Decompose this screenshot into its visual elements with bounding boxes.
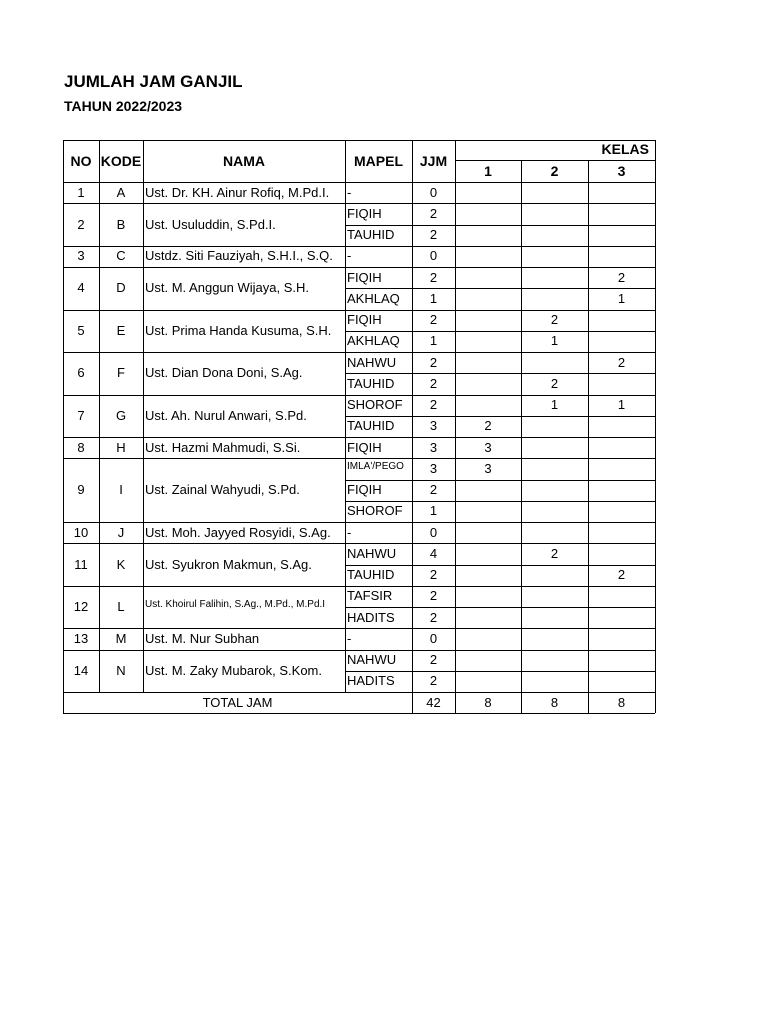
teacher-no: 5 <box>77 322 85 338</box>
col-line <box>521 586 522 629</box>
mapel-cell: TAUHID <box>347 375 395 391</box>
col-line <box>412 586 413 629</box>
subrow-line <box>345 671 655 672</box>
header-no: NO <box>70 153 92 169</box>
mapel-cell: FIQIH <box>347 482 382 498</box>
col-line <box>588 203 589 246</box>
teacher-kode: H <box>116 439 126 455</box>
jjm-cell: 0 <box>429 524 438 540</box>
header-mapel: MAPEL <box>354 153 403 169</box>
mapel-cell: TAUHID <box>347 418 395 434</box>
col-line <box>455 203 456 246</box>
col-line <box>412 395 413 438</box>
teacher-kode: I <box>119 482 123 498</box>
col-line <box>345 310 346 353</box>
teacher-kode: F <box>117 365 125 381</box>
col-line <box>521 203 522 246</box>
col-line <box>345 182 346 203</box>
col-line <box>63 458 64 522</box>
row-line <box>63 628 655 629</box>
row-line <box>63 458 655 459</box>
row-line <box>63 246 655 247</box>
col-line <box>521 522 522 543</box>
col-line <box>455 352 456 395</box>
col-line <box>521 650 522 693</box>
subrow-line <box>345 373 655 374</box>
col-line <box>588 650 589 693</box>
col-line <box>412 246 413 267</box>
col-line <box>455 246 456 267</box>
total-col-line <box>655 692 656 713</box>
col-line <box>521 437 522 458</box>
jjm-cell: 1 <box>429 503 438 519</box>
col-line <box>143 203 144 246</box>
teacher-no: 6 <box>77 365 85 381</box>
total-col-line <box>521 692 522 713</box>
col-line <box>143 310 144 353</box>
row-line <box>63 522 655 523</box>
jjm-cell: 2 <box>429 227 438 243</box>
teacher-nama: Ust. M. Nur Subhan <box>145 630 260 646</box>
col-line <box>63 182 64 203</box>
col-line <box>521 310 522 353</box>
col-line <box>143 395 144 438</box>
mapel-cell: HADITS <box>347 609 395 625</box>
page-subtitle: TAHUN 2022/2023 <box>64 98 183 114</box>
col-line <box>143 650 144 693</box>
teacher-kode: C <box>116 248 126 264</box>
subrow-line <box>345 607 655 608</box>
mapel-cell: SHOROF <box>347 503 403 519</box>
mapel-cell: NAHWU <box>347 652 397 668</box>
col-line <box>99 182 100 203</box>
mapel-cell: FIQIH <box>347 439 382 455</box>
col-line <box>99 650 100 693</box>
mapel-cell: SHOROF <box>347 397 403 413</box>
col-line <box>412 458 413 522</box>
subrow-line <box>345 565 655 566</box>
col-line <box>63 246 64 267</box>
col-line <box>143 246 144 267</box>
teacher-nama: Ust. Dian Dona Doni, S.Ag. <box>145 365 303 381</box>
col-line <box>412 628 413 649</box>
row-line <box>63 543 655 544</box>
kelas-2-cell: 2 <box>550 312 559 328</box>
teacher-no: 11 <box>74 556 88 572</box>
jjm-cell: 3 <box>429 460 438 476</box>
col-line <box>143 458 144 522</box>
kelas-1-cell: 2 <box>484 418 492 434</box>
col-line <box>345 543 346 586</box>
total-col-line <box>412 692 413 713</box>
col-line <box>99 395 100 438</box>
teacher-no: 2 <box>77 216 85 232</box>
col-line <box>63 267 64 310</box>
col-line <box>588 628 589 649</box>
col-line <box>588 458 589 522</box>
teacher-no: 12 <box>73 599 89 614</box>
col-line <box>143 628 144 649</box>
jjm-cell: 2 <box>429 652 438 668</box>
col-line <box>412 267 413 310</box>
col-line <box>588 522 589 543</box>
col-line <box>588 182 589 203</box>
teacher-kode: E <box>116 322 126 338</box>
mapel-cell: FIQIH <box>347 205 382 221</box>
jjm-cell: 2 <box>429 375 438 391</box>
col-line <box>455 458 456 522</box>
teacher-no: 8 <box>77 439 85 455</box>
jjm-cell: 2 <box>429 567 438 583</box>
col-line <box>655 203 656 246</box>
header-col-line <box>588 160 589 182</box>
jjm-cell: 0 <box>429 248 438 264</box>
col-line <box>588 395 589 438</box>
page-title: JUMLAH JAM GANJIL <box>64 72 243 91</box>
subrow-line <box>345 416 655 417</box>
header-top-border <box>63 140 655 141</box>
col-line <box>655 437 656 458</box>
jjm-cell: 2 <box>429 269 438 285</box>
col-line <box>345 437 346 458</box>
col-line <box>99 522 100 543</box>
header-col-line <box>63 140 64 182</box>
kelas-1-cell: 3 <box>484 439 492 455</box>
row-line <box>63 692 655 693</box>
jjm-cell: 0 <box>429 184 438 200</box>
col-line <box>99 203 100 246</box>
col-line <box>143 182 144 203</box>
jjm-cell: 1 <box>429 290 438 306</box>
col-line <box>99 543 100 586</box>
col-line <box>63 395 64 438</box>
col-line <box>63 203 64 246</box>
teacher-no: 9 <box>77 482 85 498</box>
col-line <box>345 628 346 649</box>
col-line <box>143 437 144 458</box>
col-line <box>588 352 589 395</box>
col-line <box>345 650 346 693</box>
col-line <box>455 395 456 438</box>
col-line <box>521 628 522 649</box>
teacher-kode: M <box>115 630 127 646</box>
total-label: TOTAL JAM <box>202 694 273 710</box>
col-line <box>412 543 413 586</box>
jjm-cell: 2 <box>429 673 438 689</box>
teacher-nama: Ustdz. Siti Fauziyah, S.H.I., S.Q. <box>145 248 333 264</box>
total-col-line <box>588 692 589 713</box>
col-line <box>655 586 656 629</box>
teacher-nama: Ust. Hazmi Mahmudi, S.Si. <box>145 439 301 455</box>
row-line <box>63 267 655 268</box>
teacher-kode: D <box>116 280 126 296</box>
teacher-kode: K <box>116 556 126 572</box>
col-line <box>655 458 656 522</box>
jjm-cell: 4 <box>429 545 438 561</box>
col-line <box>63 310 64 353</box>
col-line <box>99 267 100 310</box>
col-line <box>588 310 589 353</box>
subrow-line <box>345 288 655 289</box>
row-line <box>63 310 655 311</box>
header-bottom-border <box>63 182 655 183</box>
jjm-cell: 3 <box>429 439 438 455</box>
col-line <box>412 310 413 353</box>
mapel-cell: TAFSIR <box>347 588 393 604</box>
mapel-cell: NAHWU <box>347 354 397 370</box>
kelas-3-cell: 1 <box>617 290 626 306</box>
jjm-cell: 2 <box>429 397 438 413</box>
mapel-cell: AKHLAQ <box>347 290 400 306</box>
col-line <box>99 437 100 458</box>
jjm-cell: 3 <box>429 418 438 434</box>
header-kelas: KELAS <box>601 141 649 157</box>
col-line <box>655 628 656 649</box>
teacher-nama: Ust. Prima Handa Kusuma, S.H. <box>145 322 332 338</box>
header-col-line <box>655 140 656 182</box>
kelas-2-cell: 1 <box>550 333 559 349</box>
header-col-line <box>345 140 346 182</box>
row-line <box>63 650 655 651</box>
col-line <box>143 522 144 543</box>
jjm-cell: 2 <box>429 482 438 498</box>
mapel-cell: FIQIH <box>347 312 382 328</box>
total-kelas-3: 8 <box>617 694 626 710</box>
mapel-cell: TAUHID <box>347 567 395 583</box>
mapel-cell: IMLA'/PEGO <box>347 460 404 472</box>
kelas-2-cell: 2 <box>550 545 559 561</box>
header-col-line <box>521 160 522 182</box>
col-line <box>455 586 456 629</box>
teacher-nama: Ust. M. Zaky Mubarok, S.Kom. <box>145 662 322 678</box>
mapel-cell: TAUHID <box>347 227 395 243</box>
teacher-no: 13 <box>73 630 89 646</box>
col-line <box>655 543 656 586</box>
col-line <box>345 352 346 395</box>
jjm-cell: 2 <box>429 312 438 328</box>
col-line <box>412 182 413 203</box>
header-kelas-1: 1 <box>484 163 492 179</box>
header-kelas-3: 3 <box>617 163 626 179</box>
col-line <box>63 543 64 586</box>
jjm-cell: 2 <box>429 205 438 221</box>
teacher-nama: Ust. Usuluddin, S.Pd.I. <box>145 216 276 232</box>
col-line <box>521 543 522 586</box>
jjm-cell: 2 <box>429 609 438 625</box>
teacher-no: 1 <box>77 184 85 200</box>
col-line <box>99 628 100 649</box>
header-jjm: JJM <box>419 153 448 169</box>
mapel-cell: - <box>347 248 352 264</box>
col-line <box>412 522 413 543</box>
teacher-kode: A <box>116 184 126 200</box>
col-line <box>455 522 456 543</box>
total-kelas-1: 8 <box>484 694 492 710</box>
col-line <box>412 352 413 395</box>
col-line <box>521 458 522 522</box>
col-line <box>455 650 456 693</box>
col-line <box>63 650 64 693</box>
mapel-cell: FIQIH <box>347 269 382 285</box>
row-line <box>63 395 655 396</box>
kelas-3-cell: 2 <box>617 269 626 285</box>
col-line <box>521 267 522 310</box>
col-line <box>455 437 456 458</box>
col-line <box>655 522 656 543</box>
col-line <box>63 586 64 629</box>
col-line <box>99 586 100 629</box>
col-line <box>63 522 64 543</box>
col-line <box>655 650 656 693</box>
jjm-cell: 2 <box>429 588 438 604</box>
jjm-cell: 0 <box>429 630 438 646</box>
kelas-2-cell: 1 <box>550 397 559 413</box>
col-line <box>455 543 456 586</box>
col-line <box>655 267 656 310</box>
col-line <box>455 182 456 203</box>
col-line <box>99 246 100 267</box>
col-line <box>588 543 589 586</box>
teacher-no: 14 <box>73 662 89 678</box>
row-line <box>63 203 655 204</box>
mapel-cell: - <box>347 630 352 646</box>
total-col-line <box>455 692 456 713</box>
col-line <box>345 458 346 522</box>
row-line <box>63 586 655 587</box>
col-line <box>345 267 346 310</box>
header-col-line <box>412 140 413 182</box>
header-kelas-2: 2 <box>550 163 559 179</box>
kelas-3-cell: 1 <box>617 397 626 413</box>
col-line <box>143 586 144 629</box>
mapel-cell: - <box>347 524 352 540</box>
kelas-3-cell: 2 <box>617 354 626 370</box>
teacher-no: 4 <box>77 280 85 296</box>
teacher-nama: Ust. M. Anggun Wijaya, S.H. <box>145 280 310 296</box>
jjm-cell: 1 <box>429 333 438 349</box>
teacher-no: 10 <box>73 524 89 540</box>
subrow-line <box>345 225 655 226</box>
col-line <box>345 522 346 543</box>
col-line <box>455 628 456 649</box>
teacher-nama: Ust. Moh. Jayyed Rosyidi, S.Ag. <box>145 524 331 540</box>
col-line <box>63 437 64 458</box>
header-col-line <box>455 140 456 182</box>
mapel-cell: NAHWU <box>347 545 397 561</box>
col-line <box>521 352 522 395</box>
kelas-2-cell: 2 <box>550 375 559 391</box>
jjm-cell: 2 <box>429 354 438 370</box>
subrow-line <box>345 501 655 502</box>
teacher-nama: Ust. Khoirul Falihin, S.Ag., M.Pd., M.Pd.I <box>145 599 326 610</box>
col-line <box>99 310 100 353</box>
header-kelas-divider <box>455 160 655 161</box>
header-col-line <box>143 140 144 182</box>
col-line <box>655 395 656 438</box>
teacher-nama: Ust. Dr. KH. Ainur Rofiq, M.Pd.I. <box>145 184 330 200</box>
teacher-kode: B <box>116 216 126 232</box>
kelas-1-cell: 3 <box>484 460 492 476</box>
col-line <box>455 310 456 353</box>
col-line <box>655 182 656 203</box>
row-line <box>63 352 655 353</box>
teacher-no: 3 <box>77 248 85 264</box>
col-line <box>412 650 413 693</box>
mapel-cell: - <box>347 184 352 200</box>
col-line <box>99 458 100 522</box>
teacher-nama: Ust. Zainal Wahyudi, S.Pd. <box>145 482 300 498</box>
col-line <box>588 437 589 458</box>
col-line <box>99 352 100 395</box>
col-line <box>63 352 64 395</box>
teacher-nama: Ust. Ah. Nurul Anwari, S.Pd. <box>145 407 307 423</box>
table-bottom-border <box>63 713 655 714</box>
col-line <box>521 182 522 203</box>
col-line <box>345 203 346 246</box>
mapel-cell: AKHLAQ <box>347 333 400 349</box>
col-line <box>345 246 346 267</box>
mapel-cell: HADITS <box>347 673 395 689</box>
col-line <box>143 543 144 586</box>
col-line <box>655 352 656 395</box>
teacher-no: 7 <box>77 407 85 423</box>
total-jjm: 42 <box>426 694 441 710</box>
col-line <box>455 267 456 310</box>
header-col-line <box>99 140 100 182</box>
col-line <box>63 628 64 649</box>
col-line <box>655 246 656 267</box>
col-line <box>655 310 656 353</box>
subrow-line <box>345 480 655 481</box>
col-line <box>412 437 413 458</box>
teacher-nama: Ust. Syukron Makmun, S.Ag. <box>145 556 312 572</box>
teacher-kode: G <box>115 407 127 423</box>
col-line <box>588 267 589 310</box>
header-kode: KODE <box>100 153 142 169</box>
header-nama: NAMA <box>223 153 265 169</box>
total-kelas-2: 8 <box>550 694 559 710</box>
teacher-kode: L <box>117 599 125 614</box>
col-line <box>521 395 522 438</box>
subrow-line <box>345 331 655 332</box>
col-line <box>345 395 346 438</box>
col-line <box>588 246 589 267</box>
col-line <box>345 586 346 629</box>
col-line <box>521 246 522 267</box>
teacher-kode: J <box>117 524 125 540</box>
col-line <box>412 203 413 246</box>
row-line <box>63 437 655 438</box>
total-col-line <box>63 692 64 713</box>
teacher-kode: N <box>116 662 126 678</box>
col-line <box>143 267 144 310</box>
kelas-3-cell: 2 <box>617 567 626 583</box>
col-line <box>588 586 589 629</box>
col-line <box>143 352 144 395</box>
